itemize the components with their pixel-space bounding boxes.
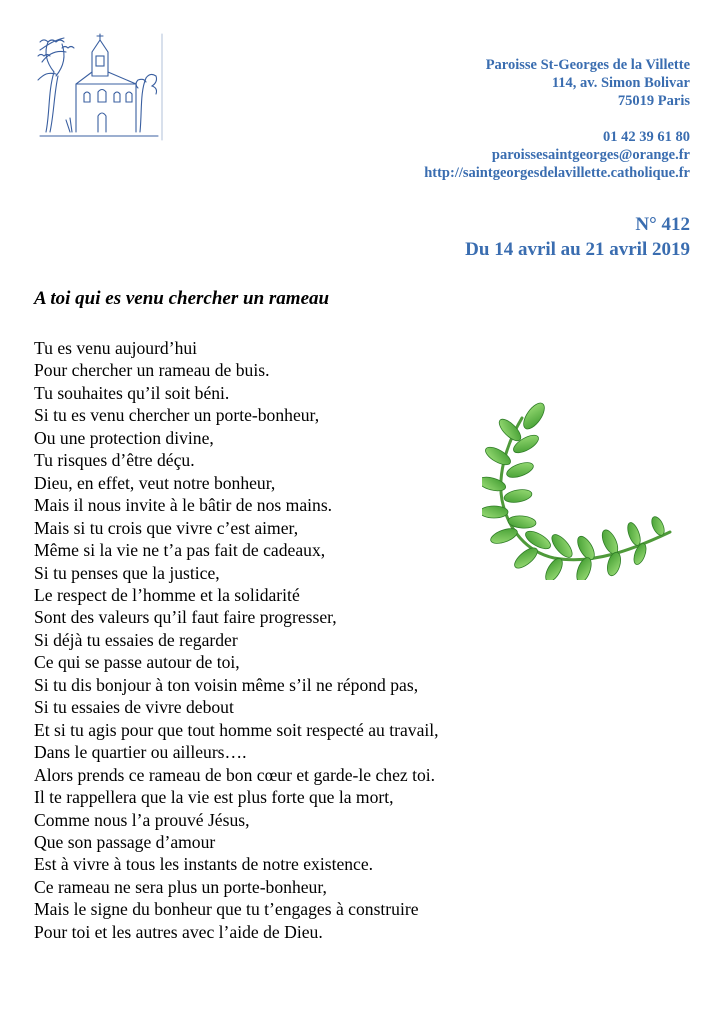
- poem-line: Si tu penses que la justice,: [34, 562, 220, 583]
- poem-line: Dieu, en effet, veut notre bonheur,: [34, 472, 276, 493]
- poem-line: Pour chercher un rameau de buis.: [34, 360, 270, 381]
- spacer: [424, 110, 690, 128]
- church-logo-icon: [36, 32, 164, 142]
- issue-info: [465, 212, 690, 262]
- poem-line: Si tu es venu chercher un porte-bonheur,: [34, 405, 320, 426]
- poem-line: Dans le quartier ou ailleurs….: [34, 742, 247, 763]
- poem-line: Même si la vie ne t’a pas fait de cadeaux,: [34, 540, 326, 561]
- poem-line: Le respect de l’homme et la solidarité: [34, 584, 300, 605]
- poem-line: Sont des valeurs qu’il faut faire progresser,: [34, 607, 337, 628]
- poem-line: Tu risques d’être déçu.: [34, 450, 195, 471]
- parish-address-line2: 75019 Paris: [617, 93, 690, 109]
- issue-dates: Du 14 avril au 21 avril 2019: [465, 239, 690, 260]
- poem-line: Tu es venu aujourd’hui: [34, 338, 198, 358]
- parish-email[interactable]: paroissesaintgeorges@orange.fr: [491, 147, 690, 163]
- olive-branch-icon: [482, 400, 682, 580]
- parish-phone[interactable]: 01 42 39 61 80: [603, 129, 690, 145]
- parish-address-line1: 114, av. Simon Bolivar: [551, 75, 690, 91]
- poem-line: Ce qui se passe autour de toi,: [34, 652, 240, 673]
- poem-line: Alors prends ce rameau de bon cœur et garde-le chez toi.: [34, 764, 436, 785]
- poem-line: Tu souhaites qu’il soit béni.: [34, 382, 230, 403]
- poem-line: Si tu essaies de vivre debout: [34, 697, 234, 718]
- poem-line: Si déjà tu essaies de regarder: [34, 629, 238, 650]
- poem-title: A toi qui es venu chercher un rameau: [34, 288, 330, 309]
- issue-number: N° 412: [635, 214, 690, 235]
- poem-line: Ou une protection divine,: [34, 427, 214, 448]
- poem-line: Et si tu agis pour que tout homme soit respecté au travail,: [34, 719, 439, 740]
- parish-contact-block: [424, 56, 690, 182]
- poem-line: Est à vivre à tous les instants de notre existence.: [34, 854, 374, 875]
- poem-line: Pour toi et les autres avec l’aide de Dieu.: [34, 921, 323, 942]
- poem-line: Mais le signe du bonheur que tu t’engages à construire: [34, 899, 419, 920]
- poem-body: [34, 337, 439, 943]
- poem-line: Mais si tu crois que vivre c’est aimer,: [34, 517, 299, 538]
- poem-line: Si tu dis bonjour à ton voisin même s’il ne répond pas,: [34, 674, 419, 695]
- poem-line: Comme nous l’a prouvé Jésus,: [34, 809, 250, 830]
- poem-line: Que son passage d’amour: [34, 831, 216, 852]
- poem-line: Ce rameau ne sera plus un porte-bonheur,: [34, 876, 327, 897]
- parish-name: Paroisse St-Georges de la Villette: [485, 57, 690, 73]
- parish-website[interactable]: http://saintgeorgesdelavillette.catholique.fr: [424, 165, 690, 181]
- poem-line: Mais il nous invite à le bâtir de nos mains.: [34, 495, 333, 516]
- poem-line: Il te rappellera que la vie est plus forte que la mort,: [34, 787, 394, 808]
